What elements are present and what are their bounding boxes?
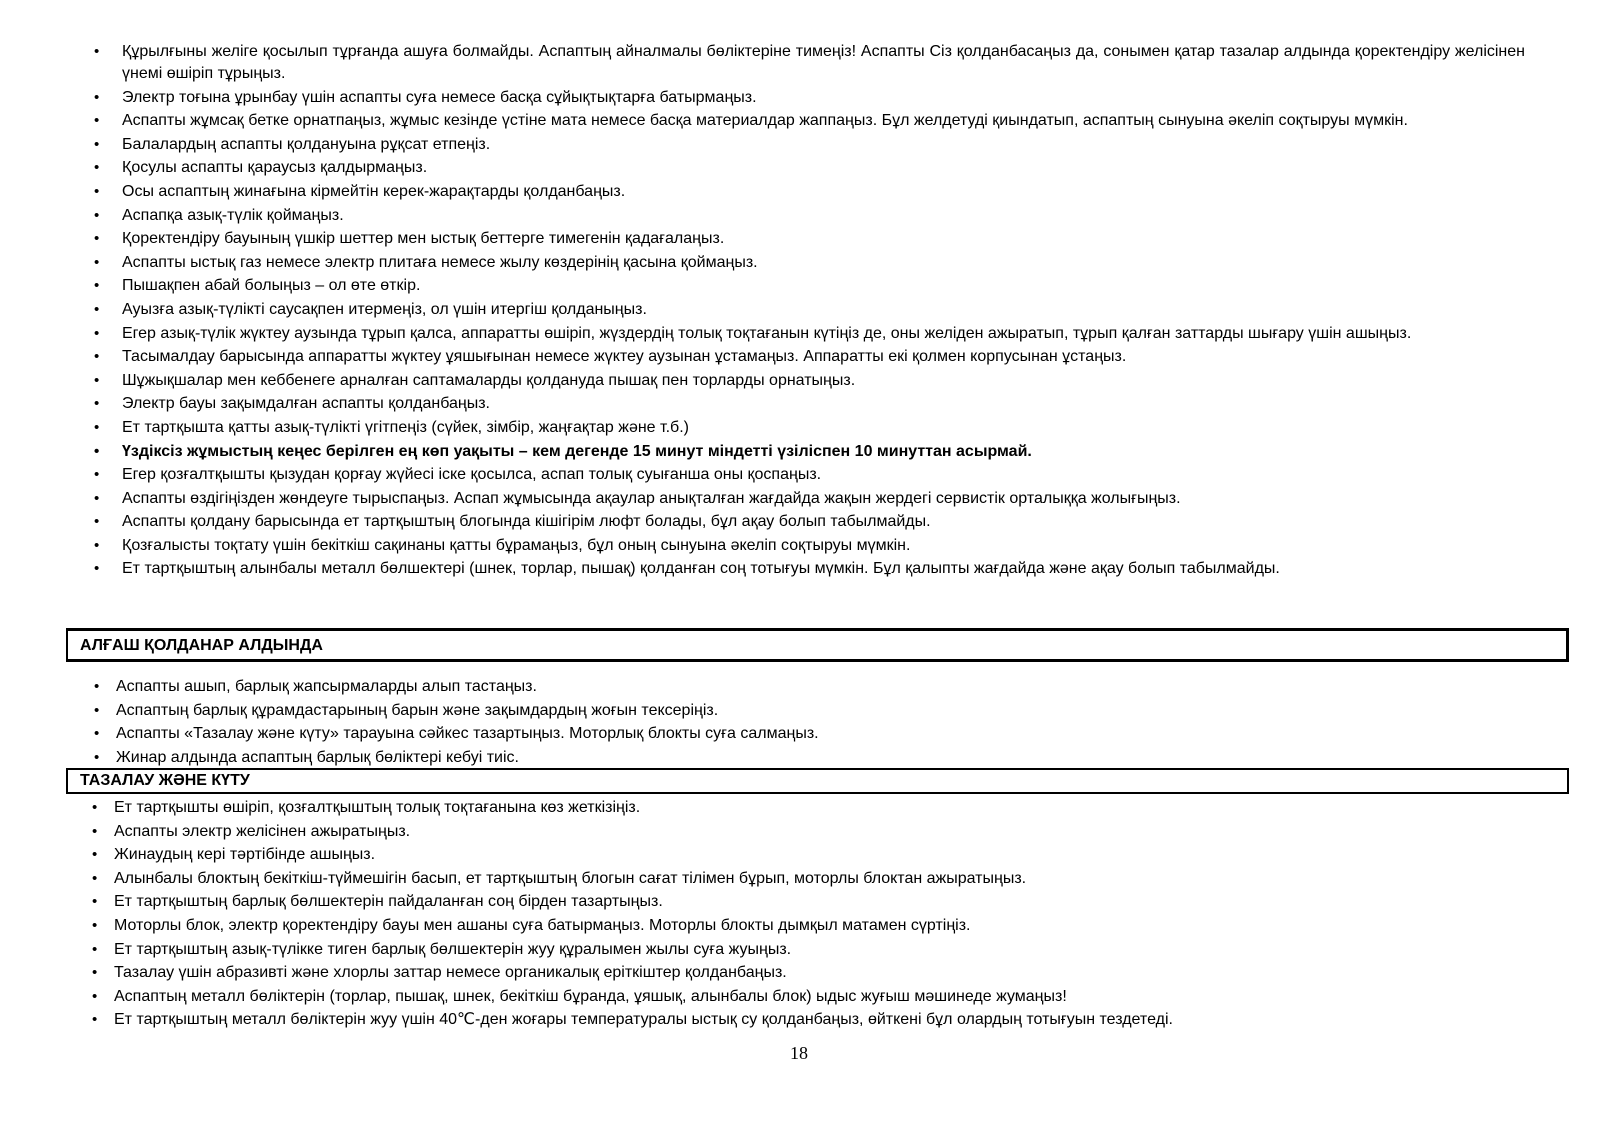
list-item: • Қосулы аспапты қараусыз қалдырмаңыз. [92,157,1525,179]
list-item: • Егер қозғалтқышты қызудан қорғау жүйесі іске қосылса, аспап толық суығанша оны қоспаңыз. [92,464,1525,486]
list-item: • Жинар алдында аспаптың барлық бөліктері кебуі тиіс. [86,747,1486,769]
list-item: • Ет тартқыштың азық-түлікке тиген барлық бөлшектерін жуу құралымен жылы суға жуыңыз. [84,939,1534,961]
list-item: • Аспапты «Тазалау және күту» тарауына сәйкес тазартыңыз. Моторлық блокты суға салмаңыз. [86,723,1486,745]
list-item: • Тазалау үшін абразивті және хлорлы заттар немесе органикалық еріткіштер қолданбаңыз. [84,962,1534,984]
list-item: • Аспаптың металл бөліктерін (торлар, пышақ, шнек, бекіткіш бұранда, ұяшық, алынбалы блок) ыдыс жуғыш мәшинеде жумаңыз! [84,986,1534,1008]
list-item: • Пышақпен абай болыңыз – ол өте өткір. [92,275,1525,297]
list-item: • Тасымалдау барысында аппаратты жүктеу ұяшығынан немесе жүктеу аузынан ұстамаңыз. Аппаратты екі қолмен корпусынан ұстаңыз. [92,346,1525,368]
page-number: 18 [790,1043,808,1063]
list-item: • Аспапты жұмсақ бетке орнатпаңыз, жұмыс кезінде үстіне мата немесе басқа материалдар жаппаңыз. Бұл желдетуді қиындатып, аспаптың сынуына әкеліп соқтыруы мүмкін. [92,110,1525,132]
list-item: • Электр бауы зақымдалған аспапты қолданбаңыз. [92,393,1525,415]
list-item: • Аспапқа азық-түлік қоймаңыз. [92,205,1525,227]
list-item: • Ауызға азық-түлікті саусақпен итермеңіз, ол үшін итергіш қолданыңыз. [92,299,1525,321]
section-heading-before-use: АЛҒАШ ҚОЛДАНАР АЛДЫНДА [66,628,1569,662]
list-item: • Осы аспаптың жинағына кірмейтін керек-жарақтарды қолданбаңыз. [92,181,1525,203]
list-item: • Аспаптың барлық құрамдастарының барын және зақымдардың жоғын тексеріңіз. [86,700,1486,722]
before-use-list [86,676,1486,770]
list-item: • Балалардың аспапты қолдануына рұқсат етпеңіз. [92,134,1525,156]
list-item: • Ет тартқыштың барлық бөлшектерін пайдаланған соң бірден тазартыңыз. [84,891,1534,913]
list-item: • Қоректендіру бауының үшкір шеттер мен ыстық беттерге тимегенін қадағалаңыз. [92,228,1525,250]
list-item: • Аспапты ыстық газ немесе электр плитаға немесе жылу көздерінің қасына қоймаңыз. [92,252,1525,274]
list-item: • Құрылғыны желіге қосылып тұрғанда ашуға болмайды. Аспаптың айналмалы бөліктеріне тимеңіз! Аспапты Сіз қолданбасаңыз да, сонымен қатар тазалар алдында қоректендіру желісінен үнемі өшіріп тұрыңыз. [92,41,1525,85]
list-item: • Аспапты қолдану барысында ет тартқыштың блогында кішігірім люфт болады, бұл ақау болып табылмайды. [92,511,1525,533]
list-item: • Ет тартқышта қатты азық-түлікті үгітпеңіз (сүйек, зімбір, жаңғақтар және т.б.) [92,417,1525,439]
list-item: • Қозғалысты тоқтату үшін бекіткіш сақинаны қатты бұрамаңыз, бұл оның сынуына әкеліп соқтыруы мүмкін. [92,535,1525,557]
list-item: • Ет тартқышты өшіріп, қозғалтқыштың толық тоқтағанына көз жеткізіңіз. [84,797,1534,819]
list-item: • Аспапты өздігіңізден жөндеуге тырыспаңыз. Аспап жұмысында ақаулар анықталған жағдайда жақын жердегі сервистік орталыққа жолығыңыз. [92,488,1525,510]
list-item: • Егер азық-түлік жүктеу аузында тұрып қалса, аппаратты өшіріп, жүздердің толық тоқтағанын күтіңіз де, оны желіден ажыратып, тұрып қалған заттарды шығару үшін ашыңыз. [92,323,1525,345]
list-item: • Алынбалы блоктың бекіткіш-түймешігін басып, ет тартқыштың блогын сағат тілімен бұрып, моторлы блоктан ажыратыңыз. [84,868,1534,890]
list-item-bold-warning: • Үздіксіз жұмыстың кеңес берілген ең көп уақыты – кем дегенде 15 минут міндетті үзіліспен 10 минуттан асырмай. [92,441,1525,463]
list-item: • Аспапты электр желісінен ажыратыңыз. [84,821,1534,843]
list-item: • Электр тоғына ұрынбау үшін аспапты суға немесе басқа сұйықтықтарға батырмаңыз. [92,87,1525,109]
list-item: • Шұжықшалар мен кеббенеге арналған саптамаларды қолдануда пышақ пен торларды орнатыңыз. [92,370,1525,392]
cleaning-list [84,797,1534,1033]
section-heading-cleaning: ТАЗАЛАУ ЖӘНЕ КҮТУ [66,768,1569,794]
list-item: • Жинаудың кері тәртібінде ашыңыз. [84,844,1534,866]
list-item: • Ет тартқыштың алынбалы металл бөлшектері (шнек, торлар, пышақ) қолданған соң тотығуы мүмкін. Бұл қалыпты жағдайда және ақау болып табылмайды. [92,558,1525,580]
list-item: • Аспапты ашып, барлық жапсырмаларды алып тастаңыз. [86,676,1486,698]
safety-instructions-list [92,41,1525,582]
list-item: • Ет тартқыштың металл бөліктерін жуу үшін 40℃-ден жоғары температуралы ыстық су қолданбаңыз, өйткені бұл олардың тотығуын тездетеді. [84,1009,1534,1031]
list-item: • Моторлы блок, электр қоректендіру бауы мен ашаны суға батырмаңыз. Моторлы блокты дымқыл матамен сүртіңіз. [84,915,1534,937]
